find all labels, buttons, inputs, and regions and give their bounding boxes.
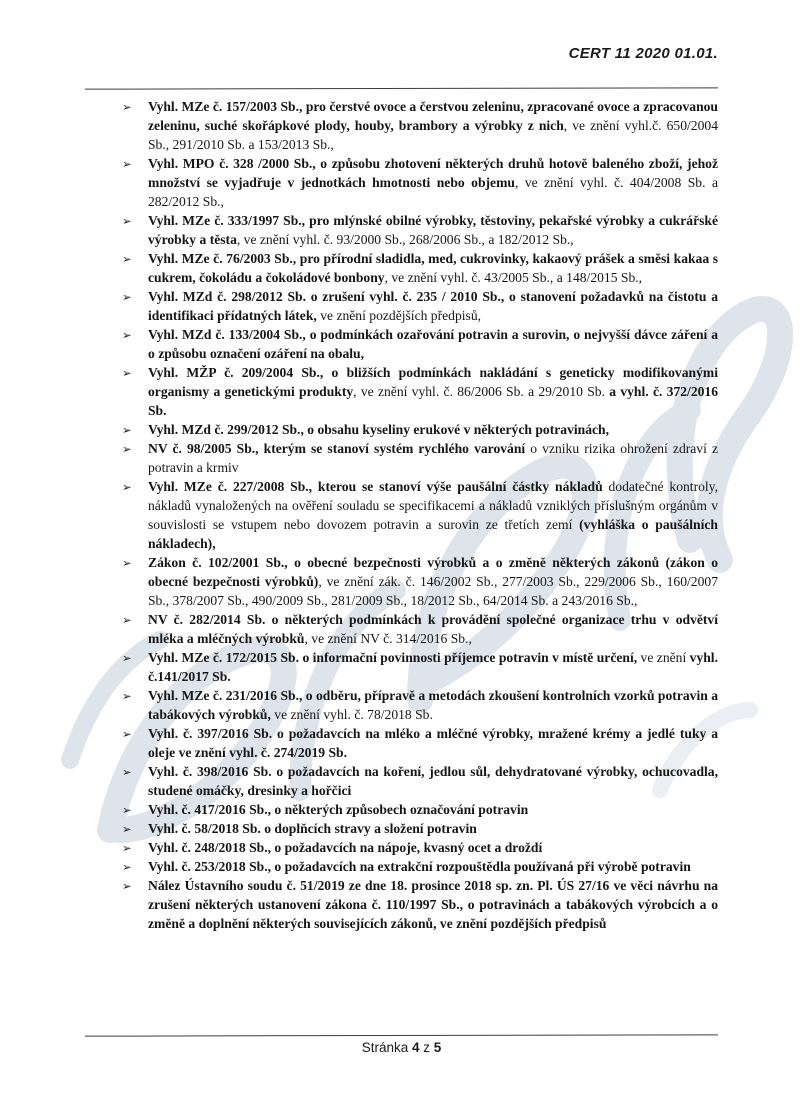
list-item [122,97,718,154]
list-item [122,154,718,211]
list-item-text: Vyhl. MZe č. 227/2008 Sb., kterou se stanoví výše paušální částky nákladů dodatečné kontroly, nákladů vynaložených na ověření souladu se specifikacemi a nákladů vzniklých příslušným orgánům v souvislosti se vstupem nebo dovozem potravin a surovin ze třetích zemí (vyhláška o paušálních nákladech), [148,479,718,551]
list-item-text: Vyhl. MŽP č. 209/2004 Sb., o bližších podmínkách nakládání s geneticky modifikovanými organismy a genetickými produkty, ve znění vyhl. č. 86/2006 Sb. a 29/2010 Sb. a vyhl. č. 372/2016 Sb. [148,365,719,418]
arrow-bullet-icon: ➢ [122,251,132,266]
header-rule [85,87,718,89]
arrow-bullet-icon: ➢ [122,878,132,893]
footer-rule [85,1034,718,1036]
list-item-text: Vyhl. MZd č. 133/2004 Sb., o podmínkách ozařování potravin a surovin, o nejvyšší dávce záření a o způsobu označení ozáření na obalu, [148,327,718,361]
header-doc-code: CERT 11 2020 01.01. [568,45,718,62]
arrow-bullet-icon: ➢ [122,422,132,437]
arrow-bullet-icon: ➢ [122,156,132,171]
list-item-text: Vyhl. MZe č. 172/2015 Sb. o informační povinnosti příjemce potravin v místě určení, ve znění vyhl. č.141/2017 Sb. [148,650,718,684]
arrow-bullet-icon: ➢ [122,365,132,380]
list-item [122,249,718,287]
arrow-bullet-icon: ➢ [122,688,132,703]
list-item-text: Vyhl. č. 417/2016 Sb., o některých způsobech označování potravin [148,802,529,817]
arrow-bullet-icon: ➢ [122,213,132,228]
list-item-text: Vyhl. č. 398/2016 Sb. o požadavcích na koření, jedlou sůl, dehydratované výrobky, ochucovadla, studené omáčky, dresinky a hořčici [148,764,718,798]
list-item [122,762,718,800]
list-item-text: Vyhl. č. 253/2018 Sb., o požadavcích na extrakční rozpouštědla používaná při výrobě potravin [148,859,691,874]
list-item-text: Zákon č. 102/2001 Sb., o obecné bezpečnosti výrobků a o změně některých zákonů (zákon o obecné bezpečnosti výrobků), ve znění zák. č. 146/2002 Sb., 277/2003 Sb., 229/2006 Sb., 160/2007 Sb., 378/2007 Sb., 490/2009 Sb., 281/2009 Sb., 18/2012 Sb., 64/2014 Sb. a 243/2016 Sb., [148,555,718,608]
arrow-bullet-icon: ➢ [122,859,132,874]
list-item [122,648,718,686]
list-item [122,857,718,876]
list-item-text: Vyhl. MZe č. 76/2003 Sb., pro přírodní sladidla, med, cukrovinky, kakaový prášek a směsi kakaa s cukrem, čokoládu a čokoládové bonbony, ve znění vyhl. č. 43/2005 Sb., a 148/2015 Sb., [148,251,718,285]
list-item [122,439,718,477]
arrow-bullet-icon: ➢ [122,821,132,836]
list-item [122,211,718,249]
list-item [122,876,718,933]
arrow-bullet-icon: ➢ [122,479,132,494]
list-item-text: Vyhl. MZe č. 231/2016 Sb., o odběru, přípravě a metodách zkoušení kontrolních vzorků potravin a tabákových výrobků, ve znění vyhl. č. 78/2018 Sb. [148,688,718,722]
arrow-bullet-icon: ➢ [122,612,132,627]
list-item-text: Vyhl. MPO č. 328 /2000 Sb., o způsobu zhotovení některých druhů hotově baleného zboží, jehož množství se vyjadřuje v jednotkách hmotnosti nebo objemu, ve znění vyhl. č. 404/2008 Sb. a 282/2012 Sb., [148,156,718,209]
arrow-bullet-icon: ➢ [122,441,132,456]
list-item-text: Vyhl. MZe č. 157/2003 Sb., pro čerstvé ovoce a čerstvou zeleninu, zpracované ovoce a zpracovanou zeleninu, suché skořápkové plody, houby, brambory a výrobky z nich, ve znění vyhl.č. 650/2004 Sb., 291/2010 Sb. a 153/2013 Sb., [148,99,718,152]
list-item-text: Vyhl. č. 58/2018 Sb. o doplňcích stravy a složení potravin [148,821,477,836]
page-number: Stránka 4 z 5 [361,1040,442,1055]
list-item [122,800,718,819]
list-item [122,610,718,648]
arrow-bullet-icon: ➢ [122,802,132,817]
list-item [122,686,718,724]
arrow-bullet-icon: ➢ [122,99,132,114]
list-item [122,325,718,363]
arrow-bullet-icon: ➢ [122,289,132,304]
list-item-text: NV č. 98/2005 Sb., kterým se stanoví systém rychlého varování o vzniku rizika ohrožení zdraví z potravin a krmiv [148,441,718,475]
arrow-bullet-icon: ➢ [122,726,132,741]
list-item-text: Vyhl. MZd č. 298/2012 Sb. o zrušení vyhl. č. 235 / 2010 Sb., o stanovení požadavků na čistotu a identifikaci přídatných látek, ve znění pozdějších předpisů, [148,289,718,323]
list-item [122,724,718,762]
arrow-bullet-icon: ➢ [122,764,132,779]
arrow-bullet-icon: ➢ [122,650,132,665]
list-item [122,819,718,838]
list-item [122,477,718,553]
list-item [122,838,718,857]
arrow-bullet-icon: ➢ [122,327,132,342]
list-item-text: Vyhl. MZd č. 299/2012 Sb., o obsahu kyseliny erukové v některých potravinách, [148,422,609,437]
list-item [122,363,718,420]
list-item-text: Vyhl. č. 397/2016 Sb. o požadavcích na mléko a mléčné výrobky, mražené krémy a jedlé tuky a oleje ve znění vyhl. č. 274/2019 Sb. [148,726,718,760]
list-item [122,287,718,325]
list-item-text: Vyhl. MZe č. 333/1997 Sb., pro mlýnské obilné výrobky, těstoviny, pekařské výrobky a cukrářské výrobky a těsta, ve znění vyhl. č. 93/2000 Sb., 268/2006 Sb., a 182/2012 Sb., [148,213,718,247]
arrow-bullet-icon: ➢ [122,840,132,855]
arrow-bullet-icon: ➢ [122,555,132,570]
list-item-text: Nález Ústavního soudu č. 51/2019 ze dne 18. prosince 2018 sp. zn. Pl. ÚS 27/16 ve věci návrhu na zrušení některých ustanovení zákona č. 110/1997 Sb., o potravinách a tabákových výrobcích a o změně a doplnění některých souvisejících zákonů, ve znění pozdějších předpisů [148,878,718,931]
regulation-list [122,97,718,933]
list-item-text: Vyhl. č. 248/2018 Sb., o požadavcích na nápoje, kvasný ocet a droždí [148,840,543,855]
list-item [122,553,718,610]
list-item-text: NV č. 282/2014 Sb. o některých podmínkách k provádění společné organizace trhu v odvětví mléka a mléčných výrobků, ve znění NV č. 314/2016 Sb., [148,612,718,646]
list-item [122,420,718,439]
